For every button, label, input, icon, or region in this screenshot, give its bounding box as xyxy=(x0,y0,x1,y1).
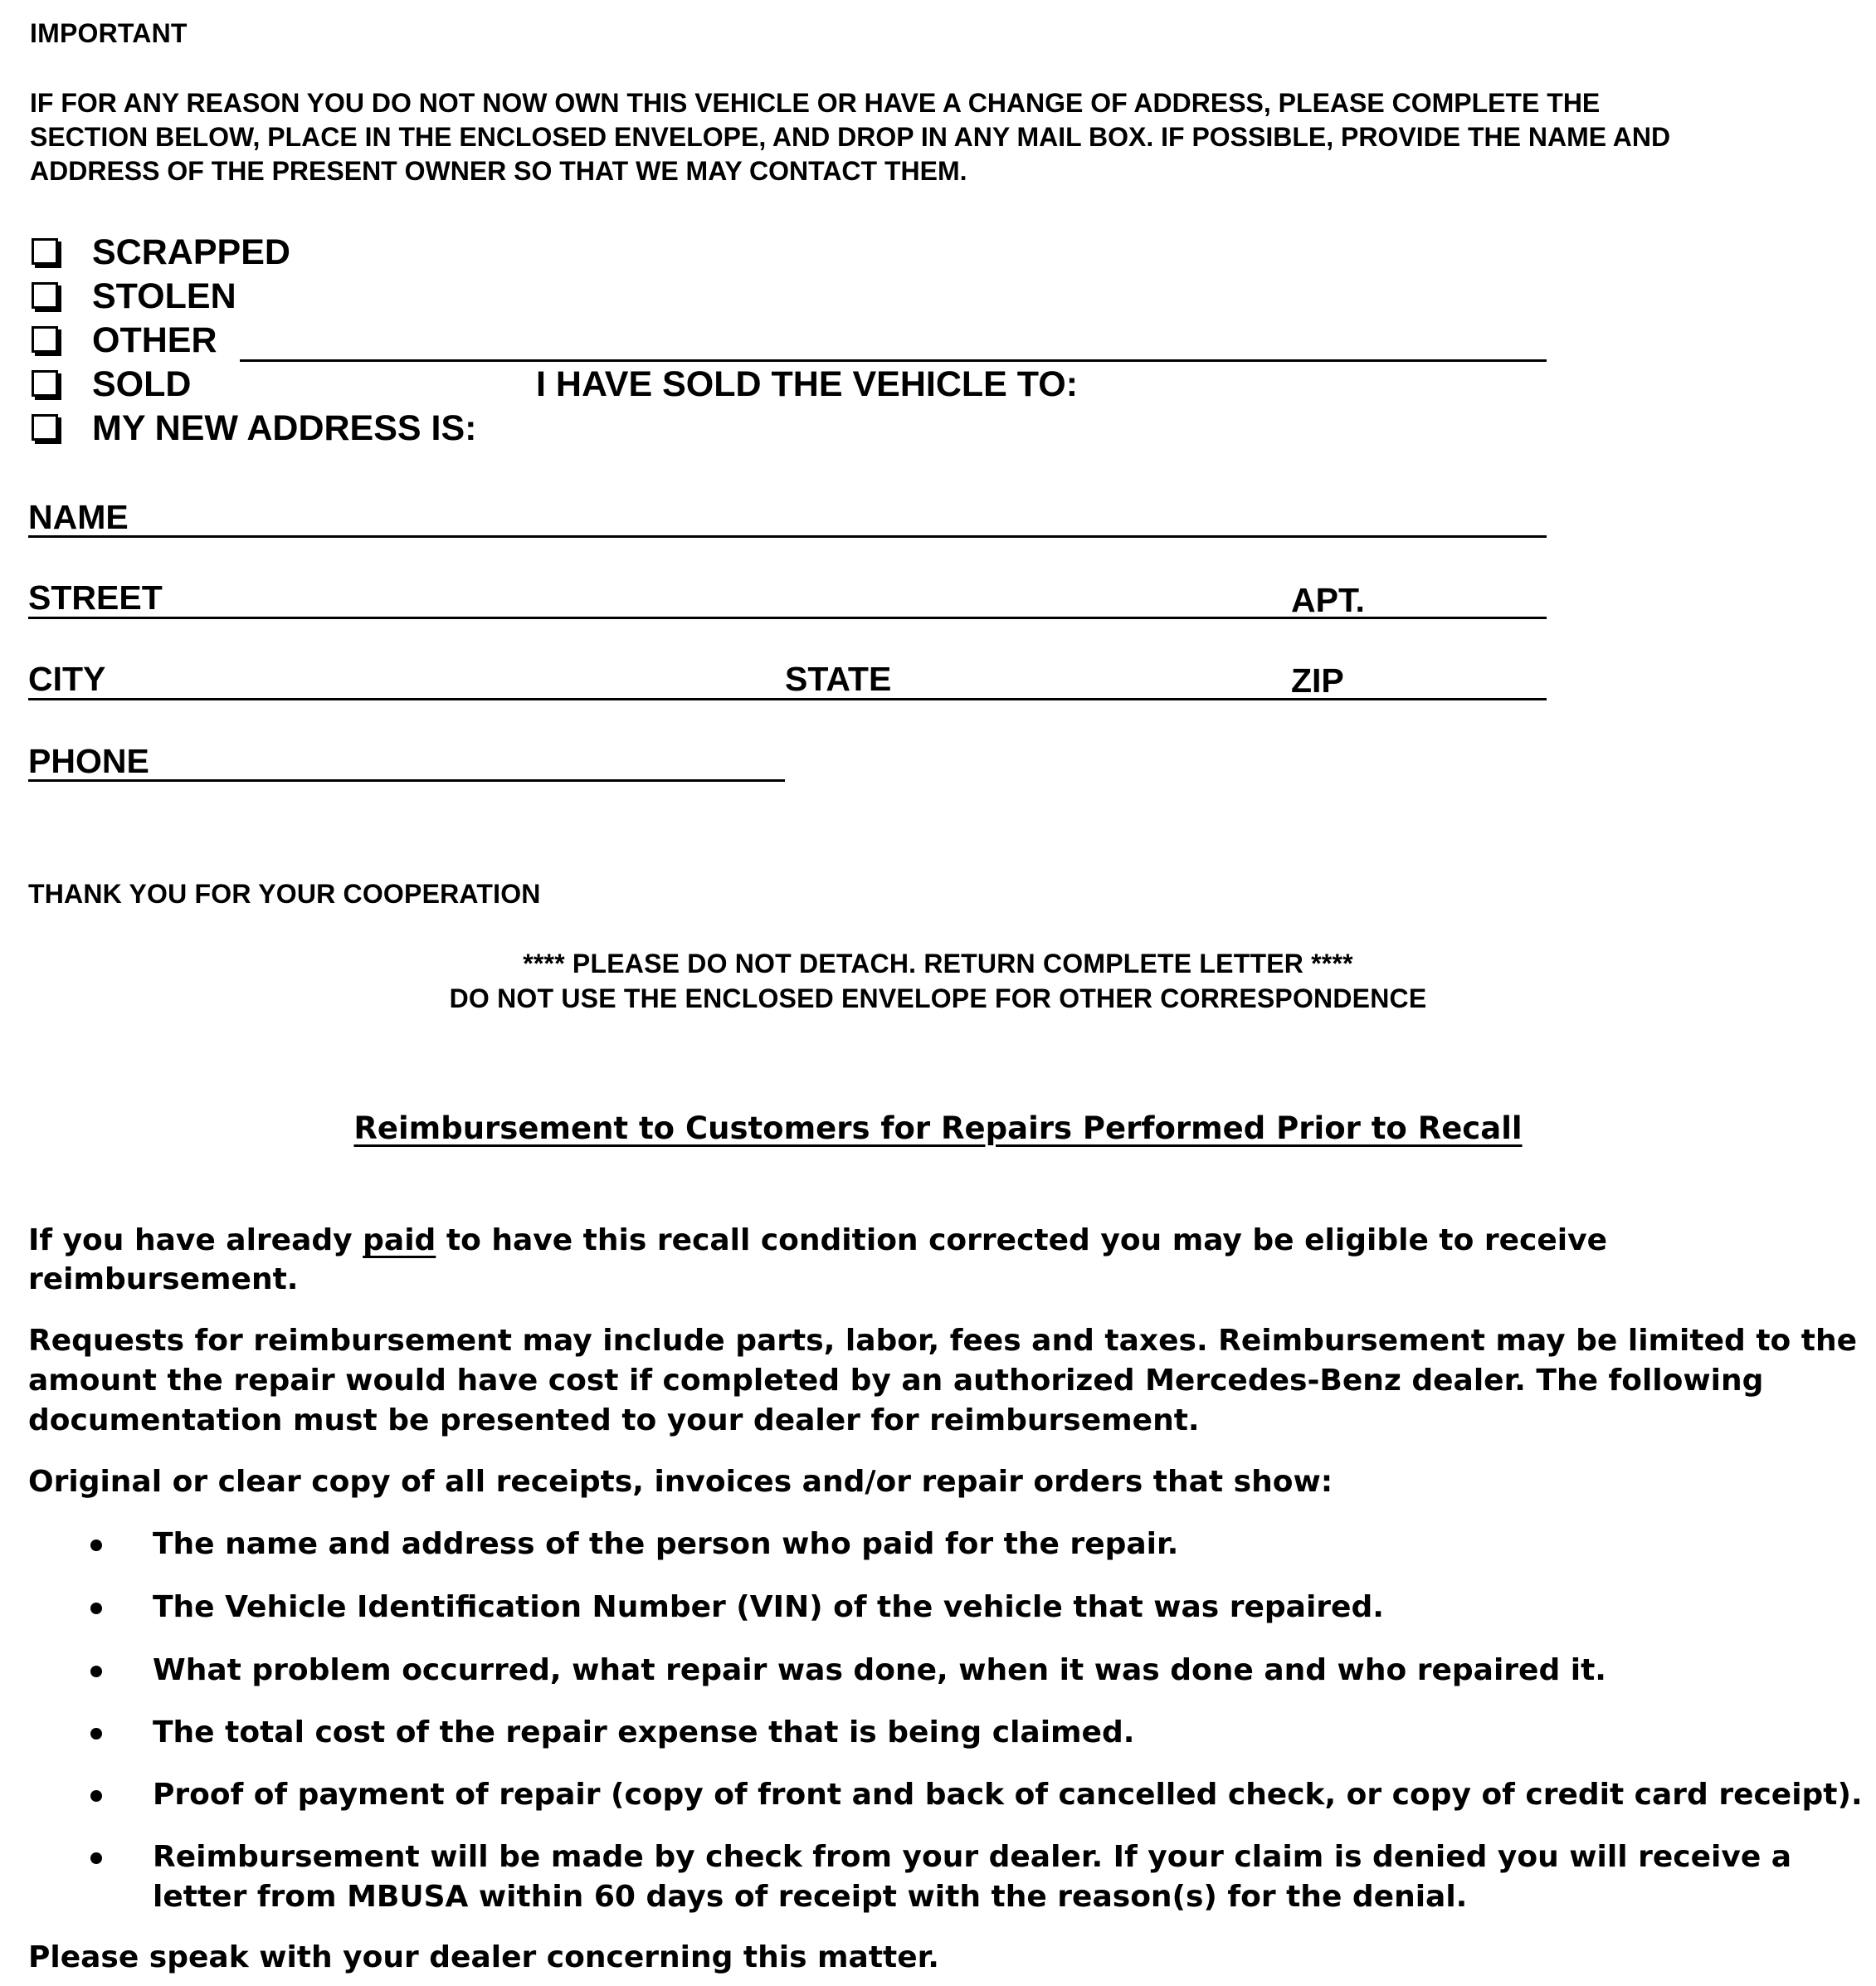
paragraph-2-line-2: amount the repair would have cost if completed by an authorized Mercedes-Benz dealer. The following xyxy=(28,1364,1764,1398)
important-heading: IMPORTANT xyxy=(30,18,188,48)
paragraph-1-text-end: to have this recall condition corrected you may be eligible to receive xyxy=(436,1223,1608,1257)
stolen-label: STOLEN xyxy=(92,276,236,316)
intro-line-2: SECTION BELOW, PLACE IN THE ENCLOSED ENVELOPE, AND DROP IN ANY MAIL BOX. IF POSSIBLE, PROVIDE THE NAME AND xyxy=(30,122,1671,152)
other-checkbox[interactable] xyxy=(32,326,58,353)
other-input-line[interactable] xyxy=(240,359,1547,362)
paragraph-1-paid-word: paid xyxy=(363,1223,436,1257)
other-label: OTHER xyxy=(92,320,217,360)
city-field-label: CITY xyxy=(28,660,106,698)
intro-line-3: ADDRESS OF THE PRESENT OWNER SO THAT WE MAY CONTACT THEM. xyxy=(30,156,967,186)
apt-field-label: APT. xyxy=(1291,581,1365,619)
bullet-icon xyxy=(90,1790,102,1802)
paragraph-1-line-2: reimbursement. xyxy=(28,1262,299,1296)
paragraph-1-line-1 xyxy=(28,1223,1607,1257)
name-input-line[interactable] xyxy=(28,535,1547,538)
scrapped-checkbox[interactable] xyxy=(32,238,58,265)
notice-line-2: DO NOT USE THE ENCLOSED ENVELOPE FOR OTHER CORRESPONDENCE xyxy=(449,983,1427,1013)
stolen-checkbox[interactable] xyxy=(32,282,58,309)
bullet-icon xyxy=(90,1852,102,1864)
notice-line-1: **** PLEASE DO NOT DETACH. RETURN COMPLETE LETTER **** xyxy=(523,949,1353,978)
street-apt-input-line[interactable] xyxy=(28,617,1547,619)
intro-line-1: IF FOR ANY REASON YOU DO NOT NOW OWN THIS VEHICLE OR HAVE A CHANGE OF ADDRESS, PLEASE COMPLETE THE xyxy=(30,88,1601,118)
paragraph-3: Original or clear copy of all receipts, invoices and/or repair orders that show: xyxy=(28,1465,1333,1499)
closing-text: Please speak with your dealer concerning this matter. xyxy=(28,1940,939,1974)
paragraph-2-line-3: documentation must be presented to your dealer for reimbursement. xyxy=(28,1403,1200,1437)
new-address-label: MY NEW ADDRESS IS: xyxy=(92,408,477,448)
bullet-icon xyxy=(90,1540,102,1551)
bullet-item-5: Proof of payment of repair (copy of front and back of cancelled check, or copy of credit card receipt). xyxy=(153,1778,1863,1812)
phone-input-line[interactable] xyxy=(28,779,785,782)
new-address-checkbox[interactable] xyxy=(32,414,58,441)
street-field-label: STREET xyxy=(28,578,163,617)
paragraph-1-text-start: If you have already xyxy=(28,1223,363,1257)
bullet-item-2: The Vehicle Identification Number (VIN) of the vehicle that was repaired. xyxy=(153,1590,1384,1624)
bullet-item-3: What problem occurred, what repair was done, when it was done and who repaired it. xyxy=(153,1653,1606,1687)
name-field-label: NAME xyxy=(28,498,129,536)
thanks-text: THANK YOU FOR YOUR COOPERATION xyxy=(28,879,541,909)
bullet-item-1: The name and address of the person who paid for the repair. xyxy=(153,1527,1179,1561)
phone-field-label: PHONE xyxy=(28,742,149,780)
paragraph-2-line-1: Requests for reimbursement may include parts, labor, fees and taxes. Reimbursement may be limited to the xyxy=(28,1324,1858,1358)
city-state-zip-input-line[interactable] xyxy=(28,698,1547,700)
sold-label: SOLD xyxy=(92,364,192,404)
bullet-item-6-line-1: Reimbursement will be made by check from your dealer. If your claim is denied you will receive a xyxy=(153,1840,1792,1874)
bullet-icon xyxy=(90,1728,102,1740)
zip-field-label: ZIP xyxy=(1291,661,1344,700)
bullet-item-4: The total cost of the repair expense that is being claimed. xyxy=(153,1715,1135,1749)
reimbursement-heading: Reimbursement to Customers for Repairs Performed Prior to Recall xyxy=(353,1110,1523,1146)
bullet-icon xyxy=(90,1666,102,1677)
scrapped-label: SCRAPPED xyxy=(92,232,290,272)
state-field-label: STATE xyxy=(785,660,892,698)
bullet-icon xyxy=(90,1603,102,1614)
bullet-item-6-line-2: letter from MBUSA within 60 days of receipt with the reason(s) for the denial. xyxy=(153,1880,1468,1914)
sold-to-label: I HAVE SOLD THE VEHICLE TO: xyxy=(536,364,1079,404)
sold-checkbox[interactable] xyxy=(32,370,58,397)
